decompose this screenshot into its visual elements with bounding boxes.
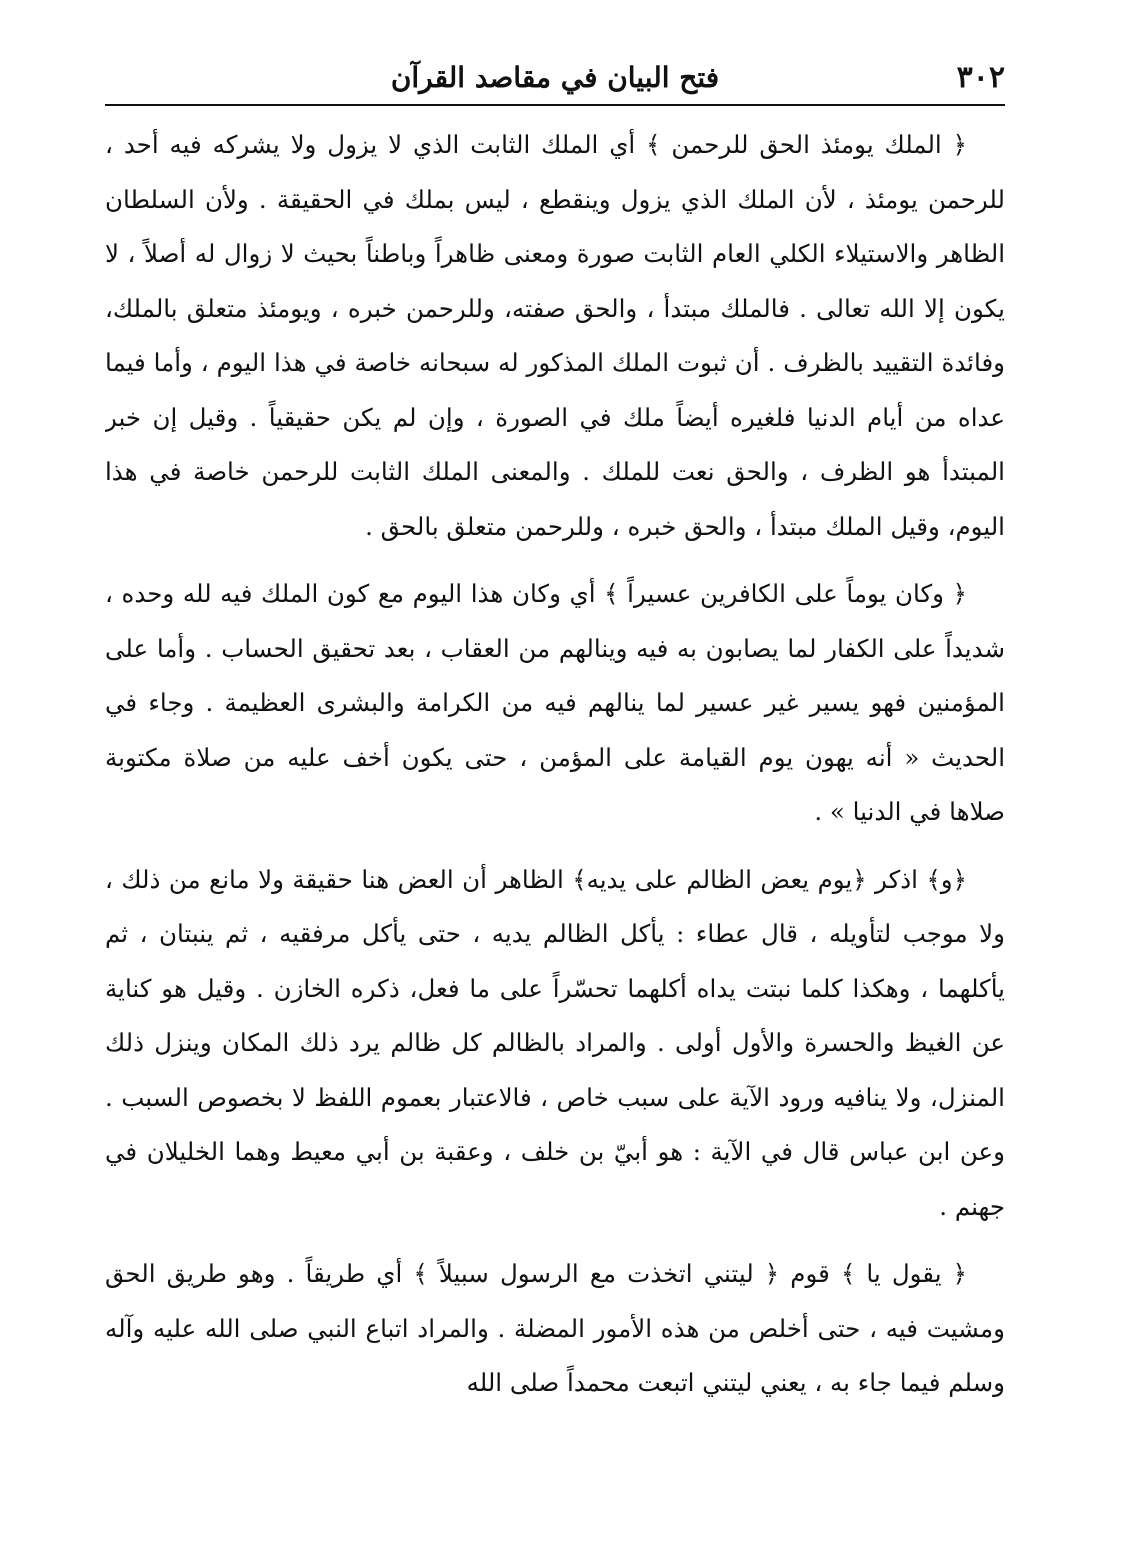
page-header: [105, 52, 1005, 104]
body-text: [105, 118, 1005, 1538]
page-number: ٣٠٢: [956, 60, 1005, 95]
paragraph-3: ﴿و﴾ اذكر ﴿يوم يعض الظالم على يديه﴾ الظاهر أن العض هنا حقيقة ولا مانع من ذلك ، ولا موجب لتأويله ، قال عطاء : يأكل الظالم يديه ، حتى يأكل مرفقيه ، ثم ينبتان ، ثم يأكلهما ، وهكذا كلما نبتت يداه أكلهما تحسّراً على ما فعل، ذكره الخازن . وقيل هو كناية عن الغيظ والحسرة والأول أولى . والمراد بالظالم كل ظالم يرد ذلك المكان وينزل ذلك المنزل، ولا ينافيه ورود الآية على سبب خاص ، فالاعتبار بعموم اللفظ لا بخصوص السبب . وعن ابن عباس قال في الآية : هو أبيّ بن خلف ، وعقبة بن أبي معيط وهما الخليلان في جهنم .: [105, 864, 1005, 1221]
paragraph-2: ﴿ وكان يوماً على الكافرين عسيراً ﴾ أي وكان هذا اليوم مع كون الملك فيه لله وحده ، شديداً على الكفار لما يصابون به فيه وينالهم من العقاب ، بعد تحقيق الحساب . وأما على المؤمنين فهو يسير غير عسير لما ينالهم فيه من الكرامة والبشرى العظيمة . وجاء في الحديث « أنه يهون يوم القيامة على المؤمن ، حتى يكون أخف عليه من صلاة مكتوبة صلاها في الدنيا » .: [105, 579, 1005, 826]
paragraph-1: ﴿ الملك يومئذ الحق للرحمن ﴾ أي الملك الثابت الذي لا يزول ولا يشركه فيه أحد ، للرحمن يومئذ ، لأن الملك الذي يزول وينقطع ، ليس بملك في الحقيقة . ولأن السلطان الظاهر والاستيلاء الكلي العام الثابت صورة ومعنى ظاهراً وباطناً بحيث لا زوال له أصلاً ، لا يكون إلا الله تعالى . فالملك مبتدأ ، والحق صفته، وللرحمن خبره ، ويومئذ متعلق بالملك، وفائدة التقييد بالظرف . أن ثبوت الملك المذكور له سبحانه خاصة في هذا اليوم ، وأما فيما عداه من أيام الدنيا فلغيره أيضاً ملك في الصورة ، وإن لم يكن حقيقياً . وقيل إن خبر المبتدأ هو الظرف ، والحق نعت للملك . والمعنى الملك الثابت للرحمن خاصة في هذا اليوم، وقيل الملك مبتدأ ، والحق خبره ، وللرحمن متعلق بالحق .: [105, 130, 1005, 541]
header-rule: [105, 104, 1005, 106]
paragraph-4: ﴿ يقول يا ﴾ قوم ﴿ ليتني اتخذت مع الرسول سبيلاً ﴾ أي طريقاً . وهو طريق الحق ومشيت فيه ، حتى أخلص من هذه الأمور المضلة . والمراد اتباع النبي صلى الله عليه وآله وسلم فيما جاء به ، يعني ليتني اتبعت محمداً صلى الله: [105, 1259, 1005, 1397]
running-title: فتح البيان في مقاصد القرآن: [390, 61, 720, 94]
